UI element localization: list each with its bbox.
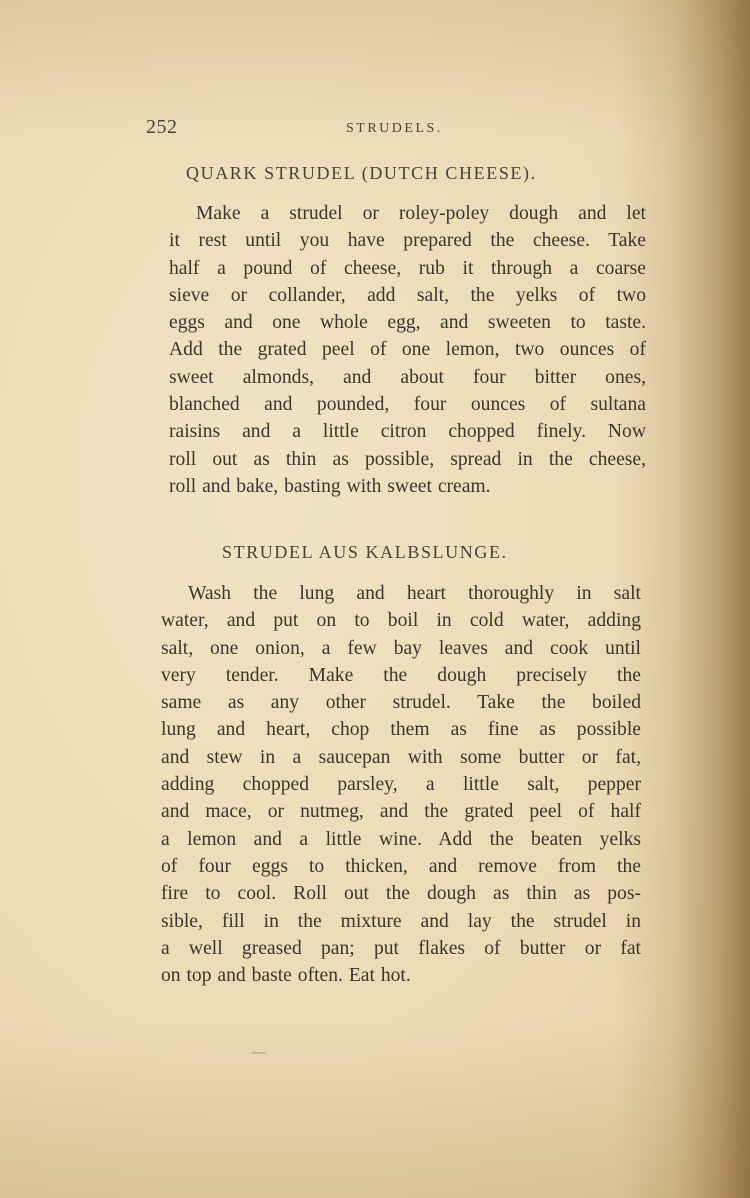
running-head (146, 116, 476, 140)
text-line: on top and baste often. Eat hot. (161, 965, 411, 987)
text-line: same as any other strudel. Take the boiled (161, 692, 641, 714)
text-line: a lemon and a little wine. Add the beaten yelks (161, 828, 641, 850)
text-line: sible, fill in the mixture and lay the strudel in (161, 910, 641, 932)
recipe-body-quark-strudel (143, 200, 646, 500)
text-line: sieve or collander, add salt, the yelks of two (169, 284, 646, 306)
recipe-body-kalbslunge (133, 580, 641, 989)
running-title: STRUDELS. (346, 121, 443, 136)
text-line: Make a strudel or roley-poley dough and let (196, 203, 646, 224)
text-line: roll and bake, basting with sweet cream. (169, 475, 491, 497)
text-line: a well greased pan; put flakes of butter or fat (161, 937, 641, 959)
text-line: it rest until you have prepared the cheese. Take (169, 230, 646, 252)
text-line: sweet almonds, and about four bitter ones, (169, 366, 646, 388)
text-line: fire to cool. Roll out the dough as thin as pos- (161, 883, 641, 905)
text-line: and stew in a saucepan with some butter or fat, (161, 746, 641, 768)
text-line: blanched and pounded, four ounces of sultana (169, 394, 646, 416)
paper-blemish (252, 1052, 266, 1054)
text-line: Wash the lung and heart thoroughly in salt (188, 583, 641, 604)
text-line: adding chopped parsley, a little salt, pepper (161, 774, 641, 796)
text-line: Add the grated peel of one lemon, two ounces of (169, 339, 646, 361)
text-line: eggs and one whole egg, and sweeten to taste. (169, 312, 646, 334)
text-line: roll out as thin as possible, spread in the cheese, (169, 448, 646, 470)
text-line: raisins and a little citron chopped finely. Now (169, 421, 646, 443)
text-line: very tender. Make the dough precisely the (161, 664, 641, 686)
page-number: 252 (146, 116, 178, 138)
recipe-heading-quark-strudel: QUARK STRUDEL (DUTCH CHEESE). (186, 163, 537, 183)
text-line: half a pound of cheese, rub it through a coarse (169, 257, 646, 279)
text-line: of four eggs to thicken, and remove from the (161, 855, 641, 877)
text-line: salt, one onion, a few bay leaves and cook until (161, 637, 641, 659)
recipe-heading-kalbslunge: STRUDEL AUS KALBSLUNGE. (222, 542, 508, 562)
text-line: water, and put on to boil in cold water, adding (161, 610, 641, 632)
text-line: and mace, or nutmeg, and the grated peel of half (161, 801, 641, 823)
text-line: lung and heart, chop them as fine as possible (161, 719, 641, 741)
